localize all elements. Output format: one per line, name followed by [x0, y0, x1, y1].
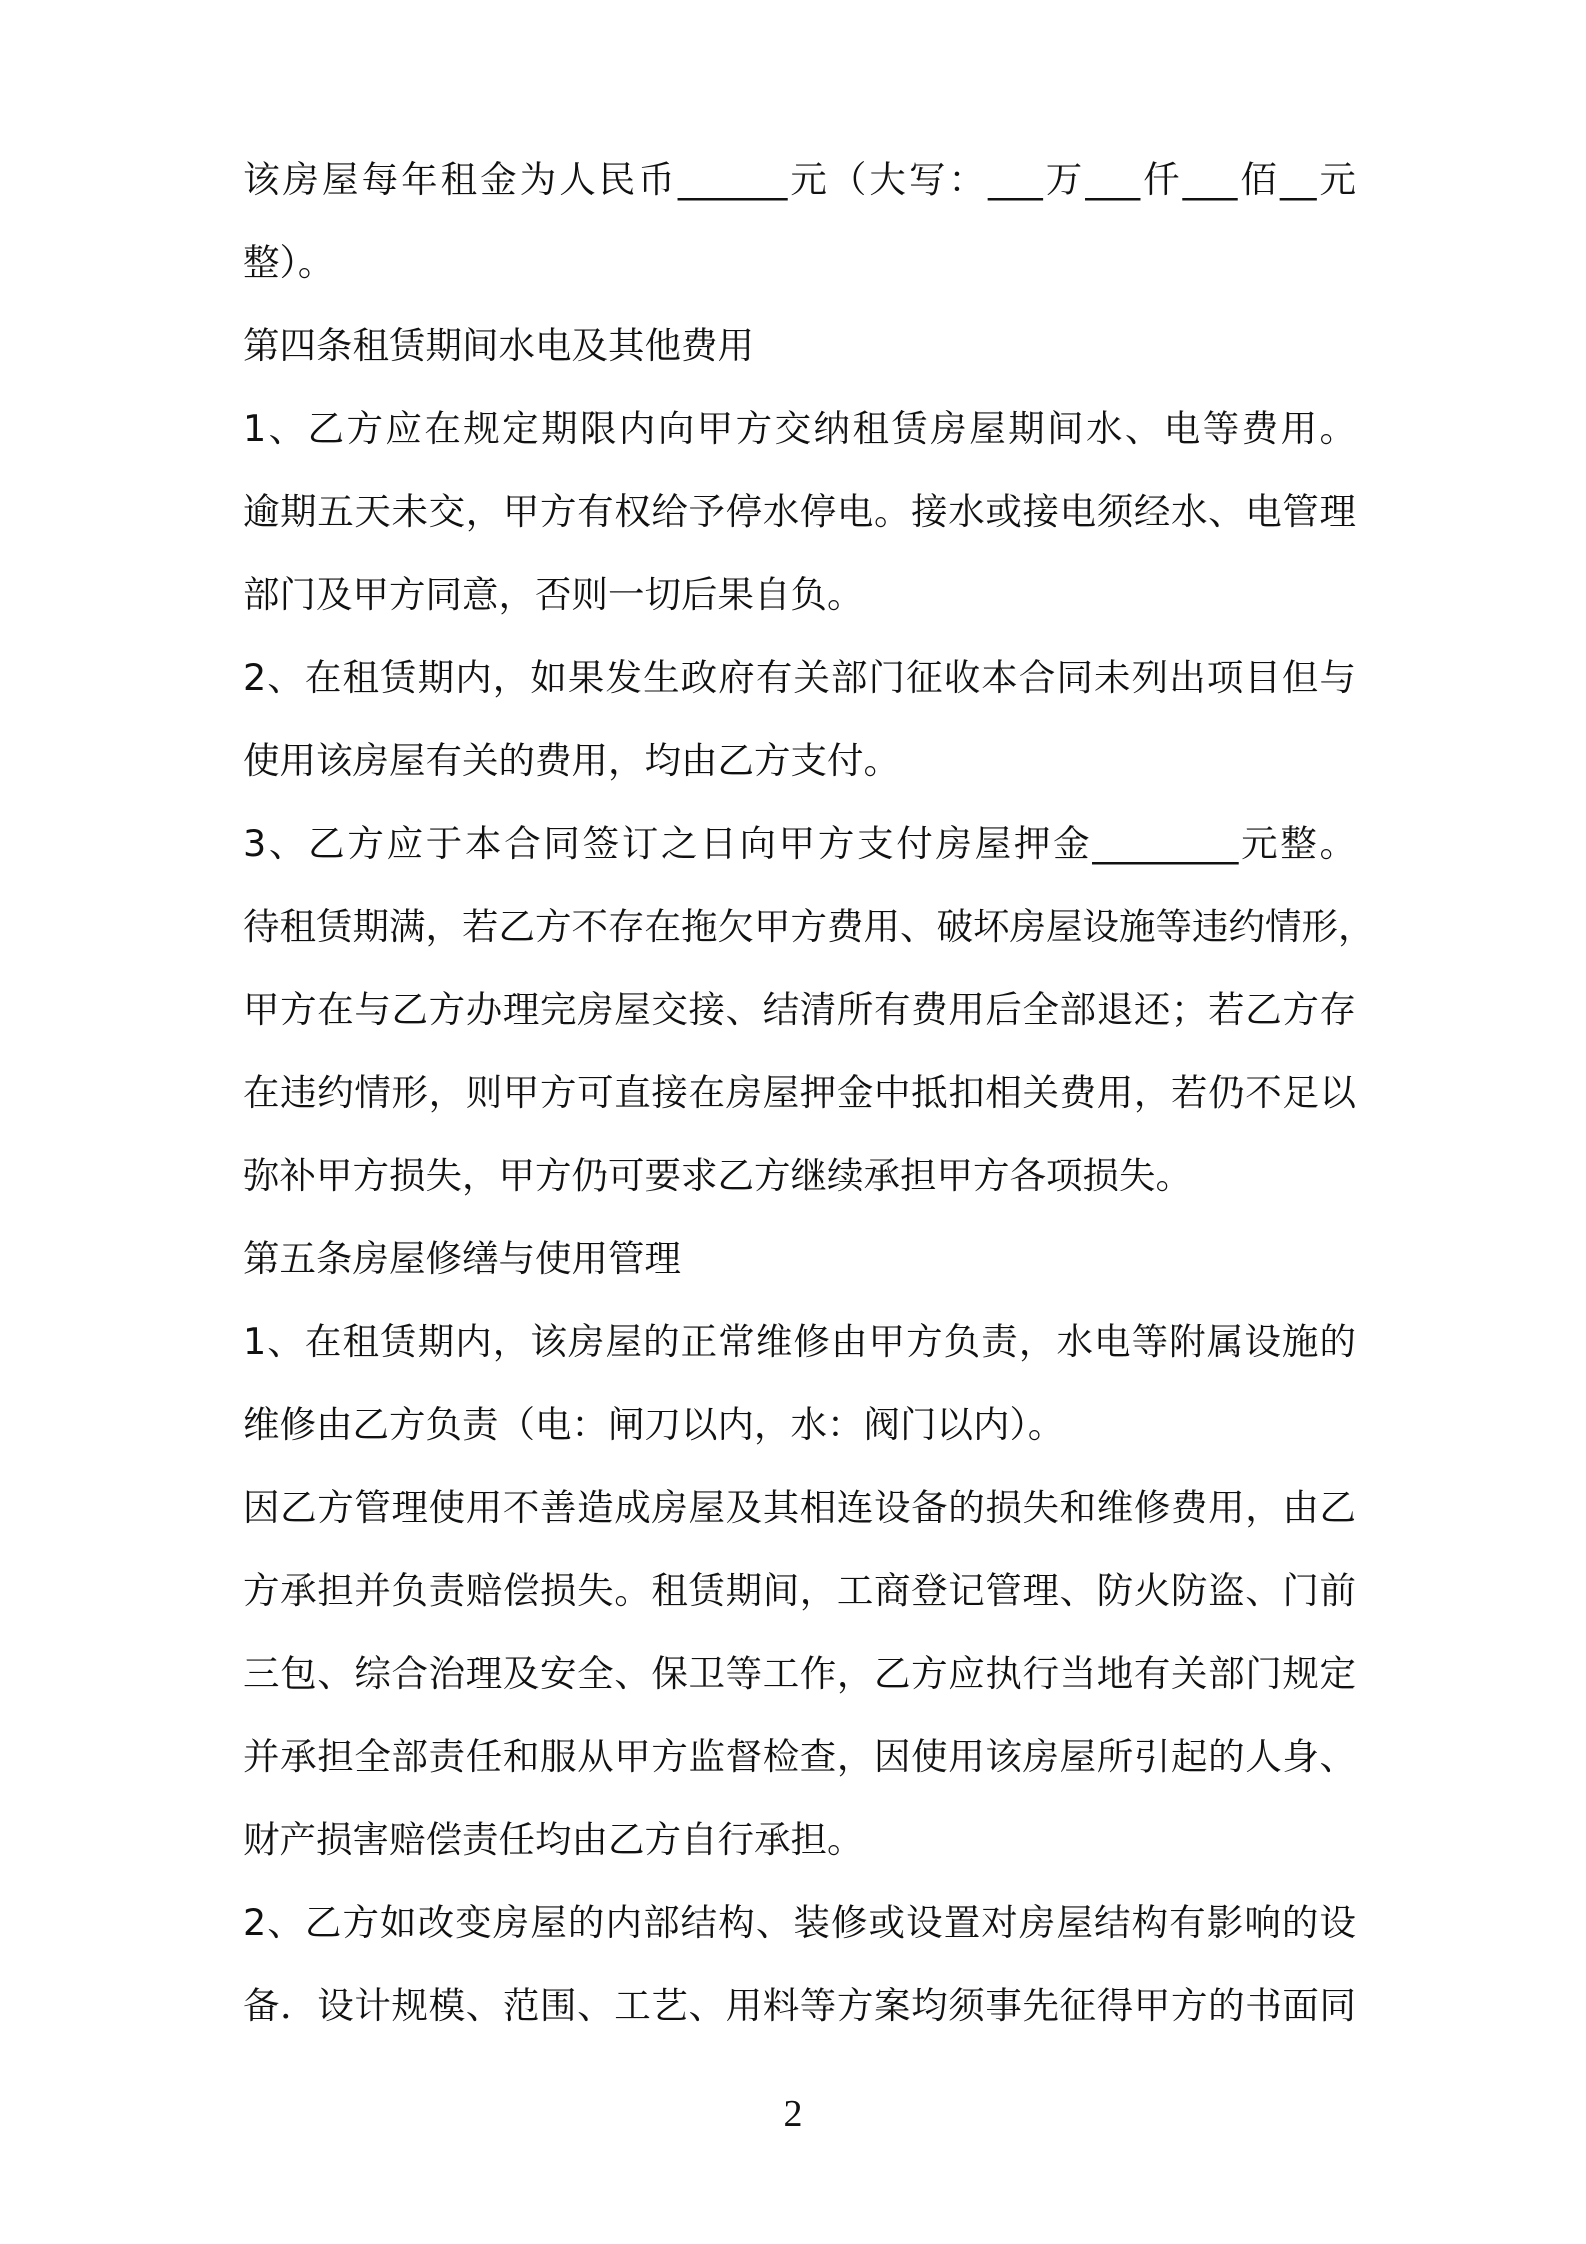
text-line: 3、乙方应于本合同签订之日向甲方支付房屋押金________元整。: [243, 822, 1356, 865]
text-line: 部门及甲方同意，否则一切后果自负。: [243, 573, 864, 616]
text-line: 备．设计规模、范围、工艺、用料等方案均须事先征得甲方的书面同: [243, 1984, 1356, 2027]
text-line: 2、在租赁期内，如果发生政府有关部门征收本合同未列出项目但与: [243, 656, 1356, 699]
text-line: 因乙方管理使用不善造成房屋及其相连设备的损失和维修费用，由乙: [243, 1486, 1356, 1529]
section-heading: 第四条租赁期间水电及其他费用: [243, 324, 754, 367]
text-line: 该房屋每年租金为人民币______元（大写：___万___仟___佰__元: [243, 158, 1356, 201]
text-line: 逾期五天未交，甲方有权给予停水停电。接水或接电须经水、电管理: [243, 490, 1356, 533]
page-number: 2: [783, 2093, 803, 2135]
text-line: 三包、综合治理及安全、保卫等工作，乙方应执行当地有关部门规定: [243, 1652, 1356, 1695]
document-body: [243, 138, 1375, 2047]
text-line: 在违约情形，则甲方可直接在房屋押金中抵扣相关费用，若仍不足以: [243, 1071, 1356, 1114]
text-line: 使用该房屋有关的费用，均由乙方支付。: [243, 739, 900, 782]
text-line: 财产损害赔偿责任均由乙方自行承担。: [243, 1818, 864, 1861]
text-line: 2、乙方如改变房屋的内部结构、装修或设置对房屋结构有影响的设: [243, 1901, 1356, 1944]
section-heading: 第五条房屋修缮与使用管理: [243, 1237, 681, 1280]
text-line: 1、在租赁期内，该房屋的正常维修由甲方负责，水电等附属设施的: [243, 1320, 1356, 1363]
text-line: 整）。: [243, 241, 335, 284]
text-line: 甲方在与乙方办理完房屋交接、结清所有费用后全部退还；若乙方存: [243, 988, 1356, 1031]
text-line: 并承担全部责任和服从甲方监督检查，因使用该房屋所引起的人身、: [243, 1735, 1356, 1778]
text-line: 方承担并负责赔偿损失。租赁期间，工商登记管理、防火防盗、门前: [243, 1569, 1356, 1612]
text-line: 1、乙方应在规定期限内向甲方交纳租赁房屋期间水、电等费用。: [243, 407, 1356, 450]
text-line: 弥补甲方损失，甲方仍可要求乙方继续承担甲方各项损失。: [243, 1154, 1192, 1197]
text-line: 维修由乙方负责（电：闸刀以内，水：阀门以内）。: [243, 1403, 1065, 1446]
text-line: 待租赁期满，若乙方不存在拖欠甲方费用、破坏房屋设施等违约情形，: [243, 905, 1375, 948]
